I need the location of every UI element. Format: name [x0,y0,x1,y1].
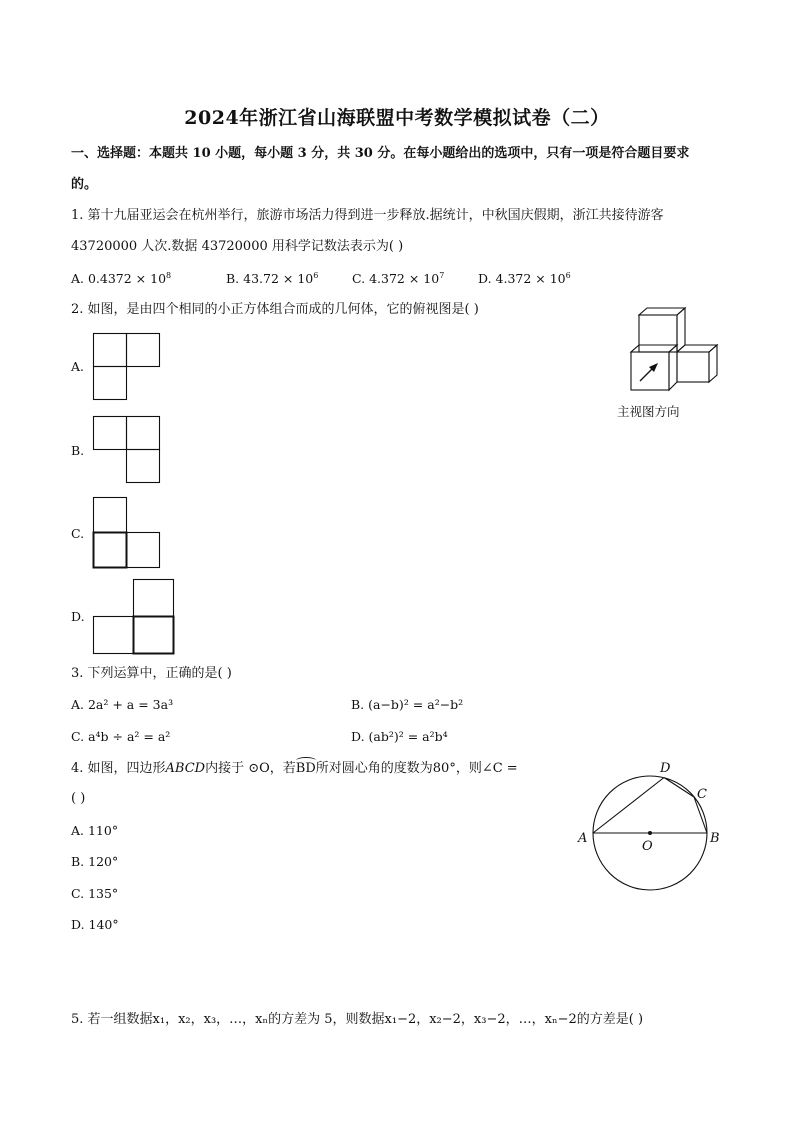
q1-option-c-exponent: 7 [439,271,445,280]
label-a: A [578,831,588,846]
q2-option-c-figure [93,497,161,569]
q4-text-post: 所对圆心角的度数为80°，则∠C = [315,761,518,776]
q1-option-a [71,271,171,286]
q4-text [71,760,518,778]
chord-ad [593,778,664,834]
q3-text: 3. 下列运算中，正确的是( ) [71,666,232,681]
q2-option-a-figure [93,333,161,401]
q1-text-line-1: 1. 第十九届亚运会在杭州举行，旅游市场活力得到进一步释放.据统计，中秋国庆假期，浙江共接待游客 [71,208,664,223]
label-c: C [697,787,707,802]
q2-option-b-label: B. [71,443,85,458]
arc-mark-icon [296,757,316,764]
q1-option-b-exponent: 6 [313,271,319,280]
section-heading-line-2: 的。 [71,177,98,192]
q1-text-line-2: 43720000 人次.数据 43720000 用科学记数法表示为( ) [71,239,404,254]
q1-option-b [226,271,318,286]
q2-cube-figure [625,305,725,390]
page-title: 2024年浙江省山海联盟中考数学模拟试卷（二） [184,107,610,129]
q4-arc-bd [296,760,316,778]
q4-arc-label: BD [295,761,316,776]
q2-text: 2. 如图，是由四个相同的小正方体组合而成的几何体，它的俯视图是( ) [71,302,479,317]
q3-option-d: D. (ab²)² = a²b⁴ [351,729,448,744]
q1-option-b-label: B. 43.72 × 10 [226,271,314,287]
q1-option-a-label: A. 0.4372 × 10 [71,271,167,287]
q4-circle-figure [570,755,730,900]
chord-cb [694,797,707,833]
label-o: O [642,839,653,854]
section-heading-line-1: 一、选择题：本题共 10 小题，每小题 3 分，共 30 分。在每小题给出的选项中，只有一项是符合题目要求 [71,146,690,161]
q2-option-a-label: A. [71,359,85,374]
q3-option-a: A. 2a² + a = 3a³ [71,697,174,712]
q2-option-d-figure [93,579,175,655]
q2-figure-caption: 主视图方向 [617,404,680,419]
q4-option-c: C. 135° [71,886,119,901]
q1-option-d-exponent: 6 [565,271,571,280]
q4-paren: ( ) [71,791,86,806]
q4-option-a: A. 110° [71,823,119,838]
q4-quadrilateral-name: ABCD [165,761,206,776]
label-d: D [660,761,671,776]
q5-text: 5. 若一组数据x₁，x₂，x₃，…，xₙ的方差为 5，则数据x₁−2，x₂−2，x₃−2，…，xₙ−2的方差是( ) [71,1012,644,1027]
q2-option-d-label: D. [71,609,85,624]
q1-option-a-exponent: 8 [166,271,172,280]
center-point [648,831,652,835]
q1-option-c-label: C. 4.372 × 10 [352,271,440,287]
label-b: B [710,831,720,846]
q2-option-c-label: C. [71,526,85,541]
q3-option-b: B. (a−b)² = a²−b² [351,697,464,712]
chord-dc [664,778,694,798]
q1-option-d [478,271,571,286]
q4-option-b: B. 120° [71,854,119,869]
q1-option-c [352,271,444,286]
view-direction-arrow [640,368,653,381]
q3-option-c: C. a⁴b ÷ a² = a² [71,729,171,744]
q4-option-d: D. 140° [71,917,119,932]
q4-text-mid: 内接于 ⊙O，若 [205,761,296,776]
q4-text-pre: 4. 如图，四边形 [71,761,166,776]
q2-option-b-figure [93,416,161,484]
q1-option-d-label: D. 4.372 × 10 [478,271,566,287]
